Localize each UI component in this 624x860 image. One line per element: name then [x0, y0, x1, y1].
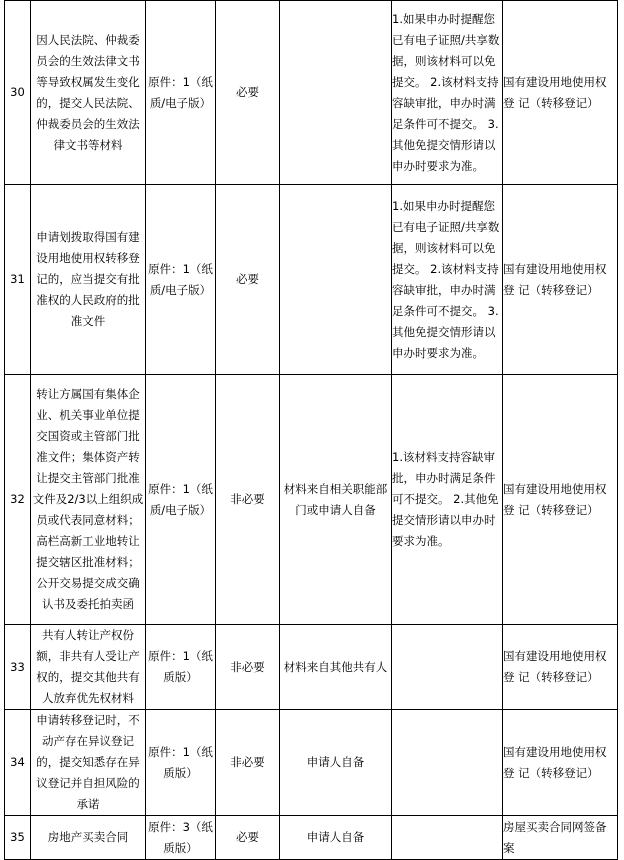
material-form: 原件：1（纸质版） [146, 625, 216, 710]
row-number: 35 [5, 816, 31, 860]
table-row [5, 375, 618, 625]
service-item: 国有建设用地使用权登 记（转移登记） [503, 710, 618, 816]
material-source: 材料来自其他共有人 [280, 625, 392, 710]
row-number: 33 [5, 625, 31, 710]
table-row [5, 625, 618, 710]
required-flag: 非必要 [216, 625, 280, 710]
row-number: 32 [5, 375, 31, 625]
table-row [5, 816, 618, 860]
row-number: 34 [5, 710, 31, 816]
material-name: 共有人转让产权份额，非共有人受让产权的，提交其他共有人放弃优先权材料 [31, 625, 146, 710]
row-number: 31 [5, 185, 31, 375]
table-row [5, 710, 618, 816]
required-flag: 必要 [216, 185, 280, 375]
material-note [392, 816, 503, 860]
material-note [392, 710, 503, 816]
material-form: 原件：1（纸质/电子版） [146, 1, 216, 185]
row-number: 30 [5, 1, 31, 185]
materials-table [4, 0, 618, 860]
material-name: 转让方属国有集体企业、机关事业单位提交国资或主管部门批准文件；集体资产转让提交主管部门批准文件及2/3以上组织成员或代表同意材料；高栏高新工业地转让提交辖区批准材料；公开交易提交成交确认书及委托拍卖函 [31, 375, 146, 625]
required-flag: 非必要 [216, 710, 280, 816]
required-flag: 必要 [216, 816, 280, 860]
service-item: 房屋买卖合同网签备案 [503, 816, 618, 860]
material-note: 1.如果申办时提醒您已有电子证照/共享数据，则该材料可以免提交。 2.该材料支持容缺审批，申办时满足条件可不提交。 3.其他免提交情形请以申办时要求为准。 [392, 185, 503, 375]
material-source: 申请人自备 [280, 710, 392, 816]
service-item: 国有建设用地使用权登 记（转移登记） [503, 1, 618, 185]
material-note: 1.如果申办时提醒您已有电子证照/共享数据，则该材料可以免提交。 2.该材料支持容缺审批，申办时满足条件可不提交。 3.其他免提交情形请以申办时要求为准。 [392, 1, 503, 185]
required-flag: 非必要 [216, 375, 280, 625]
material-name: 申请划拨取得国有建设用地使用权转移登记的，应当提交有批准权的人民政府的批准文件 [31, 185, 146, 375]
material-form: 原件：1（纸质版） [146, 710, 216, 816]
material-source [280, 1, 392, 185]
material-name: 申请转移登记时，不动产存在异议登记的，提交知悉存在异议登记并自担风险的承诺 [31, 710, 146, 816]
material-form: 原件：1（纸质/电子版） [146, 375, 216, 625]
service-item: 国有建设用地使用权登 记（转移登记） [503, 375, 618, 625]
service-item: 国有建设用地使用权登 记（转移登记） [503, 625, 618, 710]
service-item: 国有建设用地使用权登 记（转移登记） [503, 185, 618, 375]
material-form: 原件：3（纸质版） [146, 816, 216, 860]
material-source [280, 185, 392, 375]
material-source: 申请人自备 [280, 816, 392, 860]
required-flag: 必要 [216, 1, 280, 185]
material-note [392, 625, 503, 710]
table-row [5, 1, 618, 185]
material-source: 材料来自相关职能部门或申请人自备 [280, 375, 392, 625]
material-name: 房地产买卖合同 [31, 816, 146, 860]
material-note: 1.该材料支持容缺审批，申办时满足条件可不提交。 2.其他免提交情形请以申办时要求为准。 [392, 375, 503, 625]
table-row [5, 185, 618, 375]
material-name: 因人民法院、仲裁委 员会的生效法律文书 等导致权属发生变化 的，提交人民法院、 仲裁委员会的生效法 律文书等材料 [31, 1, 146, 185]
material-form: 原件：1（纸质/电子版） [146, 185, 216, 375]
